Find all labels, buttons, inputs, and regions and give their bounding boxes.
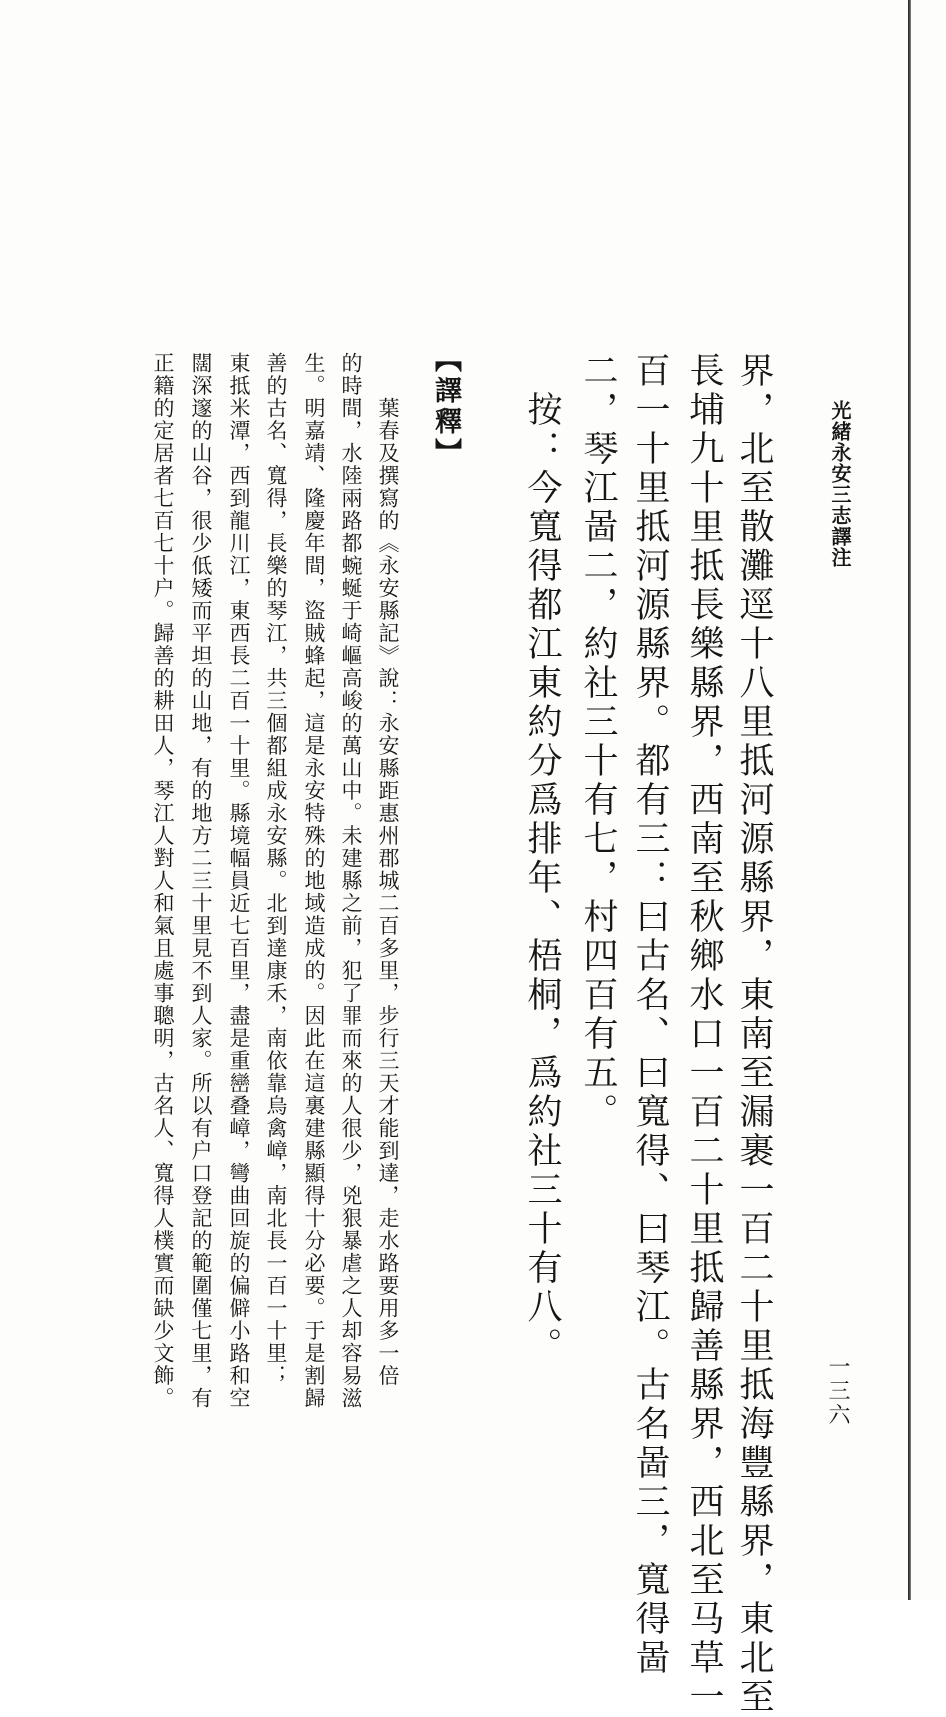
main-text-column-2: 長埔九十里抵長樂縣界，西南至秋鄉水口一百二十里抵歸善縣界，西北至马草一	[684, 352, 724, 1717]
notes-column-6: 闊深邃的山谷，很少低矮而平坦的山地，有的地方二三十里見不到人家。所以有户口登記的範圍僅七里，有	[189, 352, 213, 1410]
section-heading: 【譯釋】	[430, 345, 461, 469]
notes-column-5: 東抵米潭，西到龍川江，東西長二百一十里。縣境幅員近七百里，盡是重巒叠嶂，彎曲回旋的偏僻小路和空	[227, 352, 251, 1410]
main-text-column-5: 按：今寬得都江東約分爲排年、梧桐，爲約社三十有八。	[522, 352, 562, 1366]
notes-column-7: 正籍的定居者七百七十户。歸善的耕田人，琴江人對人和氣且處事聰明，古名人、寬得人樸實而缺少文飾。	[151, 352, 175, 1410]
notes-column-3: 生。明嘉靖、隆慶年間，盜賊蜂起，這是永安特殊的地域造成的。因此在這裏建縣顯得十分必要。于是割歸	[302, 352, 326, 1410]
main-text-column-3: 百一十里抵河源縣界。都有三：曰古名、曰寬得、曰琴江。古名啚三，寬得啚	[630, 352, 670, 1678]
page-edge-divider	[908, 0, 911, 1600]
main-text-column-1: 界，北至散灘逕十八里抵河源縣界，東南至漏裹一百二十里抵海豐縣界，東北至	[734, 352, 774, 1717]
book-title: 光緒永安三志譯注	[828, 400, 852, 568]
main-text-column-4: 二，琴江啚二，約社三十有七，村四百有五。	[578, 352, 618, 1132]
notes-column-2: 的時間，水陸兩路都蜿蜒于崎嶇高峻的萬山中。未建縣之前，犯了罪而來的人很少，兇狠暴虐之人却容易滋	[339, 352, 363, 1410]
notes-column-1: 葉春及撰寫的《永安縣記》說：永安縣距惠州郡城二百多里，步行三天才能到達，走水路要用多一倍	[376, 352, 400, 1387]
page-number: 一三六	[825, 1355, 850, 1427]
notes-column-4: 善的古名、寬得，長樂的琴江，共三個都組成永安縣。北到達康禾，南依靠烏禽嶂，南北長一百一十里；	[264, 352, 288, 1387]
